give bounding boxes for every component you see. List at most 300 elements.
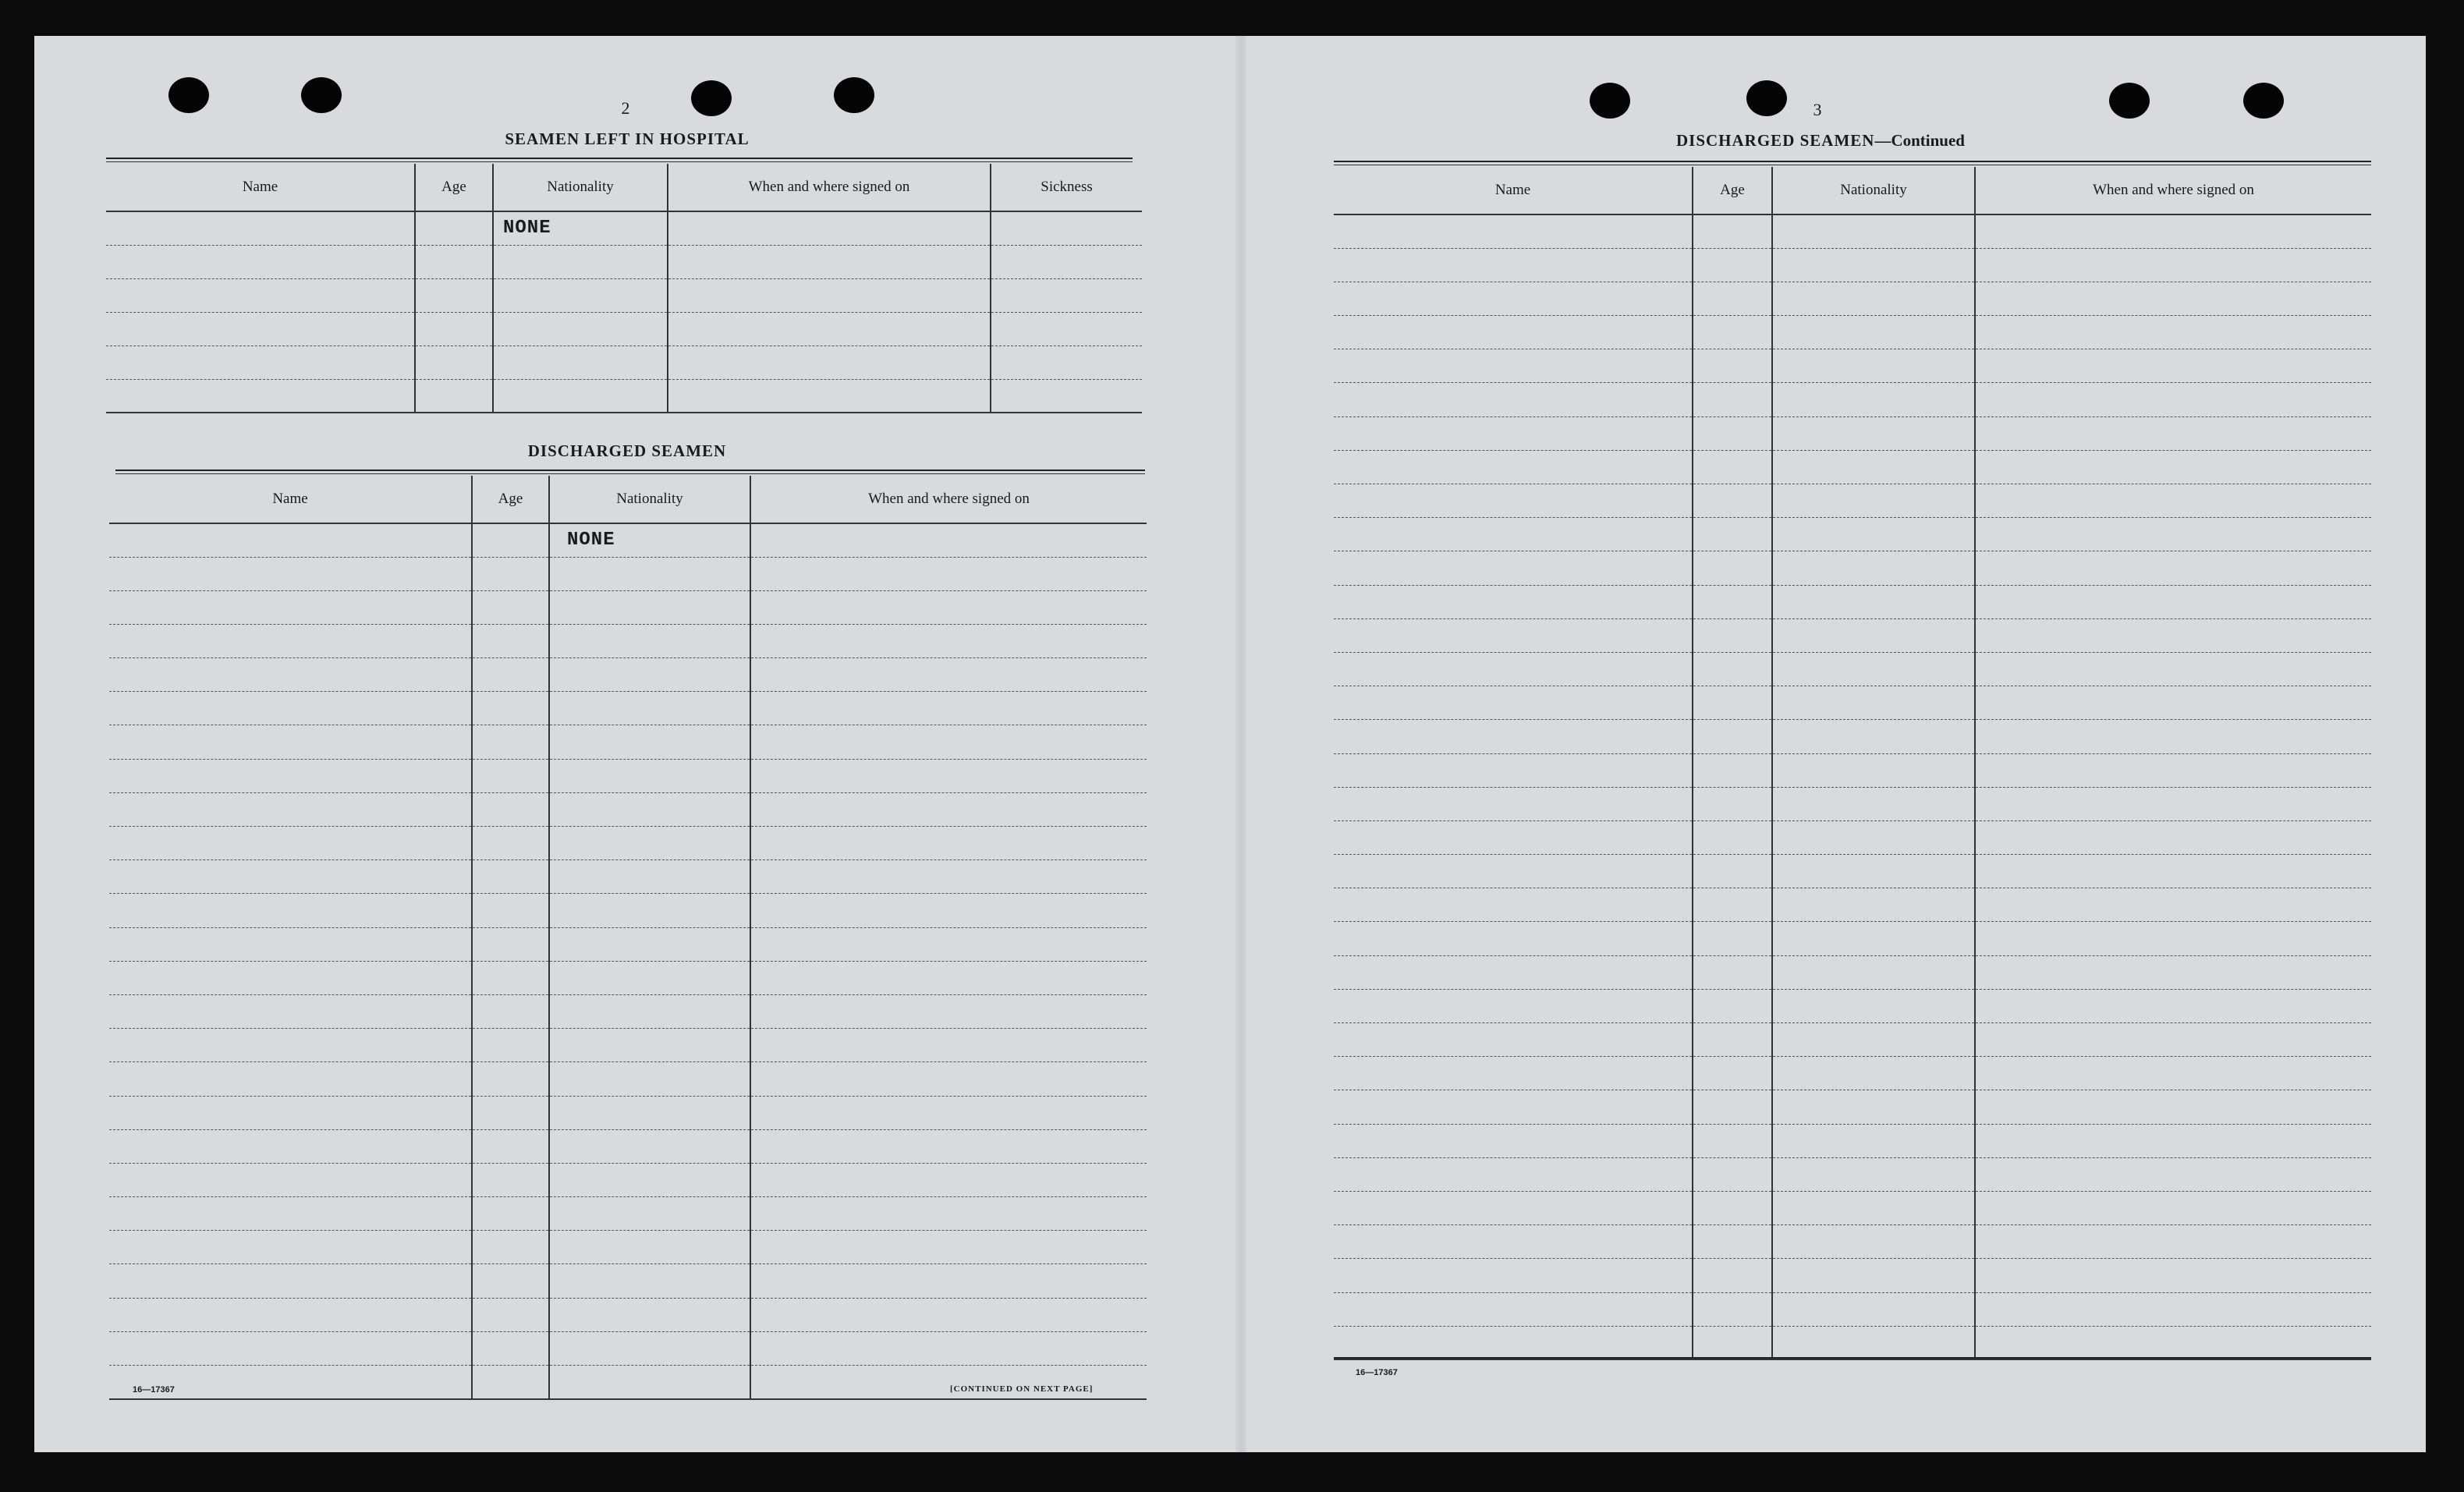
table-cell[interactable] — [1975, 855, 2371, 888]
table-cell[interactable] — [1334, 551, 1693, 585]
table-cell[interactable] — [1975, 618, 2371, 652]
table-cell[interactable] — [750, 927, 1147, 961]
table-cell[interactable] — [750, 1366, 1147, 1399]
table-cell[interactable] — [1975, 888, 2371, 922]
table-cell[interactable] — [472, 827, 549, 860]
table-cell[interactable] — [1772, 518, 1975, 551]
table-header-row — [1334, 167, 2371, 214]
table-cell[interactable] — [415, 379, 493, 413]
table-cell[interactable] — [109, 1062, 472, 1096]
table-cell[interactable] — [1693, 1124, 1772, 1157]
table-cell[interactable] — [750, 725, 1147, 759]
punch-hole — [1746, 80, 1787, 116]
table-cell[interactable] — [1772, 855, 1975, 888]
table-cell[interactable] — [549, 1029, 750, 1062]
table-cell[interactable] — [472, 1197, 549, 1231]
table-cell[interactable] — [549, 1331, 750, 1365]
table-cell[interactable] — [472, 1298, 549, 1331]
table-cell[interactable] — [1334, 820, 1693, 854]
table-cell[interactable] — [109, 927, 472, 961]
table-cell[interactable] — [472, 961, 549, 994]
punch-hole — [2243, 83, 2284, 119]
table-cell[interactable] — [1772, 820, 1975, 854]
table-cell[interactable] — [472, 1366, 549, 1399]
table-cell[interactable] — [1772, 1259, 1975, 1292]
table-cell[interactable] — [109, 994, 472, 1028]
table-cell[interactable] — [109, 1231, 472, 1264]
table-cell[interactable] — [1772, 1191, 1975, 1224]
table-cell[interactable] — [750, 1231, 1147, 1264]
continued-note: [CONTINUED ON NEXT PAGE] — [950, 1384, 1094, 1394]
table-cell[interactable] — [1772, 585, 1975, 618]
table-cell[interactable] — [1334, 686, 1693, 720]
table-cell[interactable] — [1975, 955, 2371, 989]
table-cell[interactable] — [106, 211, 415, 245]
table-cell[interactable] — [1693, 1292, 1772, 1326]
table-cell[interactable] — [1334, 1090, 1693, 1124]
table-cell[interactable] — [1334, 1259, 1693, 1292]
table-cell[interactable] — [549, 1298, 750, 1331]
table-cell[interactable] — [1772, 720, 1975, 753]
table-row — [109, 860, 1147, 894]
table-cell[interactable] — [750, 994, 1147, 1028]
table-cell[interactable] — [1772, 551, 1975, 585]
table-row — [106, 346, 1142, 379]
table-row — [109, 1163, 1147, 1196]
table-cell[interactable] — [1975, 484, 2371, 518]
table-cell[interactable] — [1772, 922, 1975, 955]
table-cell[interactable] — [109, 759, 472, 792]
table-cell[interactable] — [109, 1331, 472, 1365]
table-row — [109, 725, 1147, 759]
table-cell[interactable] — [493, 278, 668, 312]
table-row — [109, 994, 1147, 1028]
table-cell[interactable] — [1975, 1057, 2371, 1090]
table-cell[interactable] — [549, 1163, 750, 1196]
table-cell[interactable] — [1772, 1090, 1975, 1124]
table-row — [1334, 416, 2371, 450]
table-cell[interactable] — [109, 523, 472, 557]
table-cell[interactable] — [1334, 416, 1693, 450]
table-cell[interactable] — [1693, 955, 1772, 989]
table-cell[interactable] — [109, 860, 472, 894]
table-cell[interactable] — [1975, 585, 2371, 618]
table-cell[interactable] — [109, 1029, 472, 1062]
table-cell[interactable] — [109, 658, 472, 692]
table-cell[interactable] — [1975, 248, 2371, 282]
table-cell[interactable] — [493, 346, 668, 379]
table-cell[interactable] — [1334, 1057, 1693, 1090]
table-cell[interactable] — [1772, 248, 1975, 282]
table-cell[interactable] — [750, 1298, 1147, 1331]
table-cell[interactable] — [668, 245, 991, 278]
typed-entry[interactable]: NONE — [549, 523, 750, 557]
table-cell[interactable] — [750, 1163, 1147, 1196]
table-cell[interactable] — [472, 860, 549, 894]
table-cell[interactable] — [1693, 989, 1772, 1022]
table-cell[interactable] — [1975, 416, 2371, 450]
table-cell[interactable] — [1772, 1326, 1975, 1359]
table-cell[interactable] — [1334, 787, 1693, 820]
table-row — [109, 523, 1147, 557]
table-cell[interactable] — [750, 1096, 1147, 1129]
table-cell[interactable] — [109, 557, 472, 590]
table-cell[interactable] — [1975, 316, 2371, 349]
table-cell[interactable] — [493, 245, 668, 278]
table-cell[interactable] — [1693, 450, 1772, 484]
table-cell[interactable] — [991, 346, 1142, 379]
table-cell[interactable] — [1334, 618, 1693, 652]
table-cell[interactable] — [549, 827, 750, 860]
table-cell[interactable] — [472, 1029, 549, 1062]
table-cell[interactable] — [549, 725, 750, 759]
table-cell[interactable] — [668, 379, 991, 413]
table-row — [1334, 720, 2371, 753]
table-cell[interactable] — [109, 1264, 472, 1298]
table-cell[interactable] — [472, 725, 549, 759]
table-row — [1334, 989, 2371, 1022]
table-cell[interactable] — [549, 692, 750, 725]
table-cell[interactable] — [1334, 349, 1693, 383]
table-cell[interactable] — [1693, 1090, 1772, 1124]
table-cell[interactable] — [472, 1163, 549, 1196]
table-cell[interactable] — [415, 312, 493, 346]
table-cell[interactable] — [1772, 1157, 1975, 1191]
table-cell[interactable] — [1693, 316, 1772, 349]
table-cell[interactable] — [106, 312, 415, 346]
table-cell[interactable] — [1334, 1124, 1693, 1157]
table-cell[interactable] — [1975, 922, 2371, 955]
table-cell[interactable] — [1693, 720, 1772, 753]
table-cell[interactable] — [549, 1366, 750, 1399]
table-row — [1334, 248, 2371, 282]
table-cell[interactable] — [109, 1298, 472, 1331]
table-cell[interactable] — [1334, 855, 1693, 888]
table-cell[interactable] — [1772, 383, 1975, 416]
table-cell[interactable] — [668, 211, 991, 245]
table-cell[interactable] — [549, 1096, 750, 1129]
table-cell[interactable] — [1975, 1225, 2371, 1259]
table-cell[interactable] — [668, 346, 991, 379]
table-cell[interactable] — [549, 1264, 750, 1298]
table-cell[interactable] — [750, 557, 1147, 590]
table-row — [109, 1231, 1147, 1264]
table-cell[interactable] — [1975, 450, 2371, 484]
table-cell[interactable] — [668, 278, 991, 312]
section-rule — [1334, 161, 2371, 162]
table-cell[interactable] — [1334, 518, 1693, 551]
table-cell[interactable] — [1975, 1157, 2371, 1191]
table-cell[interactable] — [1693, 214, 1772, 248]
table-cell[interactable] — [1772, 316, 1975, 349]
table-cell[interactable] — [415, 245, 493, 278]
table-row — [109, 1366, 1147, 1399]
table-cell[interactable] — [1975, 720, 2371, 753]
table-cell[interactable] — [493, 312, 668, 346]
table-cell[interactable] — [1772, 652, 1975, 686]
table-cell[interactable] — [750, 1029, 1147, 1062]
table-cell[interactable] — [549, 1197, 750, 1231]
table-cell[interactable] — [472, 1096, 549, 1129]
table-cell[interactable] — [1693, 618, 1772, 652]
table-cell[interactable] — [750, 624, 1147, 657]
table-cell[interactable] — [472, 927, 549, 961]
table-cell[interactable] — [549, 927, 750, 961]
table-cell[interactable] — [1772, 787, 1975, 820]
table-cell[interactable] — [549, 994, 750, 1028]
table-cell[interactable] — [549, 894, 750, 927]
table-cell[interactable] — [472, 1231, 549, 1264]
table-cell[interactable] — [1693, 282, 1772, 315]
table-cell[interactable] — [472, 1062, 549, 1096]
table-cell[interactable] — [1975, 787, 2371, 820]
table-cell[interactable] — [1772, 686, 1975, 720]
table-cell[interactable] — [1693, 484, 1772, 518]
table-cell[interactable] — [1772, 1292, 1975, 1326]
table-cell[interactable] — [1334, 248, 1693, 282]
table-cell[interactable] — [1772, 989, 1975, 1022]
table-cell[interactable] — [1975, 214, 2371, 248]
table-cell[interactable] — [1693, 416, 1772, 450]
table-cell[interactable] — [750, 1062, 1147, 1096]
table-cell[interactable] — [1975, 1124, 2371, 1157]
table-cell[interactable] — [472, 557, 549, 590]
table-cell[interactable] — [472, 1331, 549, 1365]
table-cell[interactable] — [1693, 585, 1772, 618]
table-cell[interactable] — [750, 1129, 1147, 1163]
table-cell[interactable] — [750, 894, 1147, 927]
table-cell[interactable] — [1772, 888, 1975, 922]
table-cell[interactable] — [1693, 518, 1772, 551]
table-cell[interactable] — [472, 994, 549, 1028]
table-cell[interactable] — [1693, 753, 1772, 787]
table-cell[interactable] — [549, 1129, 750, 1163]
table-cell[interactable] — [1693, 551, 1772, 585]
table-cell[interactable] — [472, 692, 549, 725]
table-cell[interactable] — [109, 692, 472, 725]
table-cell[interactable] — [1975, 1090, 2371, 1124]
table-cell[interactable] — [1334, 484, 1693, 518]
table-cell[interactable] — [1693, 1225, 1772, 1259]
table-cell[interactable] — [1334, 720, 1693, 753]
table-cell[interactable] — [1975, 652, 2371, 686]
table-cell[interactable] — [1334, 1225, 1693, 1259]
punch-hole — [1590, 83, 1630, 119]
table-cell[interactable] — [1975, 1191, 2371, 1224]
table-cell[interactable] — [549, 557, 750, 590]
table-cell[interactable] — [1975, 686, 2371, 720]
table-cell[interactable] — [1772, 1225, 1975, 1259]
table-cell[interactable] — [1693, 888, 1772, 922]
table-cell[interactable] — [750, 961, 1147, 994]
table-cell[interactable] — [1334, 282, 1693, 315]
table-cell[interactable] — [472, 759, 549, 792]
table-cell[interactable] — [1772, 349, 1975, 383]
table-cell[interactable] — [1975, 989, 2371, 1022]
table-cell[interactable] — [106, 245, 415, 278]
table-cell[interactable] — [549, 1062, 750, 1096]
table-cell[interactable] — [991, 379, 1142, 413]
table-cell[interactable] — [1334, 1292, 1693, 1326]
table-cell[interactable] — [109, 590, 472, 624]
table-row — [1334, 383, 2371, 416]
table-cell[interactable] — [549, 590, 750, 624]
table-cell[interactable] — [109, 961, 472, 994]
table-cell[interactable] — [1975, 753, 2371, 787]
table-cell[interactable] — [1334, 383, 1693, 416]
table-cell[interactable] — [1772, 1057, 1975, 1090]
discharged-table — [109, 476, 1147, 1400]
table-cell[interactable] — [1334, 214, 1693, 248]
table-cell[interactable] — [1975, 1259, 2371, 1292]
table-cell[interactable] — [1334, 1157, 1693, 1191]
table-cell[interactable] — [1334, 989, 1693, 1022]
table-cell[interactable] — [1975, 282, 2371, 315]
table-cell[interactable] — [1772, 282, 1975, 315]
table-cell[interactable] — [1693, 1023, 1772, 1057]
table-cell[interactable] — [1772, 214, 1975, 248]
table-cell[interactable] — [750, 590, 1147, 624]
table-cell[interactable] — [1975, 820, 2371, 854]
table-cell[interactable] — [415, 211, 493, 245]
table-cell[interactable] — [106, 379, 415, 413]
table-cell[interactable] — [1334, 1023, 1693, 1057]
table-cell[interactable] — [1693, 787, 1772, 820]
table-cell[interactable] — [415, 278, 493, 312]
table-cell[interactable] — [106, 346, 415, 379]
table-cell[interactable] — [549, 1231, 750, 1264]
table-cell[interactable] — [109, 624, 472, 657]
table-cell[interactable] — [549, 792, 750, 826]
table-cell[interactable] — [549, 624, 750, 657]
table-cell[interactable] — [472, 1129, 549, 1163]
table-cell[interactable] — [109, 827, 472, 860]
table-cell[interactable] — [750, 827, 1147, 860]
hospital-table — [106, 164, 1142, 413]
table-cell[interactable] — [1772, 450, 1975, 484]
table-cell[interactable] — [1975, 349, 2371, 383]
table-cell[interactable] — [1772, 753, 1975, 787]
table-cell[interactable] — [472, 894, 549, 927]
table-cell[interactable] — [750, 759, 1147, 792]
table-cell[interactable] — [1693, 922, 1772, 955]
table-cell[interactable] — [109, 894, 472, 927]
table-cell[interactable] — [991, 312, 1142, 346]
page-number: 3 — [1813, 100, 1822, 119]
table-cell[interactable] — [109, 1129, 472, 1163]
table-cell[interactable] — [1693, 1057, 1772, 1090]
table-cell[interactable] — [549, 759, 750, 792]
table-cell[interactable] — [1693, 248, 1772, 282]
table-cell[interactable] — [109, 1163, 472, 1196]
table-cell[interactable] — [1772, 1124, 1975, 1157]
table-cell[interactable] — [1693, 1191, 1772, 1224]
table-cell[interactable] — [1693, 1259, 1772, 1292]
table-cell[interactable] — [1334, 316, 1693, 349]
typed-entry[interactable]: NONE — [493, 211, 668, 245]
table-cell[interactable] — [1772, 618, 1975, 652]
table-cell[interactable] — [1334, 1326, 1693, 1359]
table-cell[interactable] — [1693, 686, 1772, 720]
table-cell[interactable] — [109, 1096, 472, 1129]
table-cell[interactable] — [493, 379, 668, 413]
table-cell[interactable] — [1334, 652, 1693, 686]
table-cell[interactable] — [1975, 1023, 2371, 1057]
table-cell[interactable] — [549, 961, 750, 994]
table-cell[interactable] — [1975, 551, 2371, 585]
table-cell[interactable] — [1334, 888, 1693, 922]
table-cell[interactable] — [549, 658, 750, 692]
table-cell[interactable] — [1693, 820, 1772, 854]
table-cell[interactable] — [1693, 652, 1772, 686]
table-row — [1334, 316, 2371, 349]
table-cell[interactable] — [109, 1197, 472, 1231]
table-cell[interactable] — [1334, 922, 1693, 955]
table-cell[interactable] — [472, 523, 549, 557]
table-cell[interactable] — [750, 1331, 1147, 1365]
table-cell[interactable] — [1693, 383, 1772, 416]
table-cell[interactable] — [549, 860, 750, 894]
table-cell[interactable] — [1772, 955, 1975, 989]
table-cell[interactable] — [991, 278, 1142, 312]
table-cell[interactable] — [991, 211, 1142, 245]
table-cell[interactable] — [1334, 1191, 1693, 1224]
table-cell[interactable] — [750, 792, 1147, 826]
table-cell[interactable] — [1772, 1023, 1975, 1057]
punch-hole — [2109, 83, 2150, 119]
punch-hole — [691, 80, 732, 116]
table-cell[interactable] — [1975, 383, 2371, 416]
table-cell[interactable] — [1693, 1157, 1772, 1191]
table-cell[interactable] — [750, 692, 1147, 725]
table-cell[interactable] — [1334, 585, 1693, 618]
table-cell[interactable] — [109, 792, 472, 826]
table-cell[interactable] — [472, 1264, 549, 1298]
form-number: 16—17367 — [133, 1385, 175, 1395]
table-cell[interactable] — [750, 1264, 1147, 1298]
table-cell[interactable] — [472, 624, 549, 657]
table-cell[interactable] — [1693, 855, 1772, 888]
table-cell[interactable] — [1772, 484, 1975, 518]
table-cell[interactable] — [1975, 1292, 2371, 1326]
section-rule — [106, 161, 1133, 162]
table-cell[interactable] — [1334, 753, 1693, 787]
table-cell[interactable] — [472, 590, 549, 624]
table-cell[interactable] — [472, 792, 549, 826]
table-cell[interactable] — [668, 312, 991, 346]
table-cell[interactable] — [991, 245, 1142, 278]
table-row — [1334, 518, 2371, 551]
table-cell[interactable] — [109, 725, 472, 759]
table-cell[interactable] — [1334, 450, 1693, 484]
table-cell[interactable] — [750, 523, 1147, 557]
table-row — [1334, 753, 2371, 787]
table-cell[interactable] — [750, 1197, 1147, 1231]
table-cell[interactable] — [106, 278, 415, 312]
table-cell[interactable] — [1693, 349, 1772, 383]
table-cell[interactable] — [750, 860, 1147, 894]
table-cell[interactable] — [1975, 1326, 2371, 1359]
table-cell[interactable] — [415, 346, 493, 379]
manifest-sheet — [34, 36, 2426, 1452]
table-cell[interactable] — [472, 658, 549, 692]
table-cell[interactable] — [1334, 955, 1693, 989]
table-cell[interactable] — [1693, 1326, 1772, 1359]
table-cell[interactable] — [750, 658, 1147, 692]
table-cell[interactable] — [1772, 416, 1975, 450]
bottom-rule — [1334, 1357, 2371, 1359]
table-cell[interactable] — [1975, 518, 2371, 551]
